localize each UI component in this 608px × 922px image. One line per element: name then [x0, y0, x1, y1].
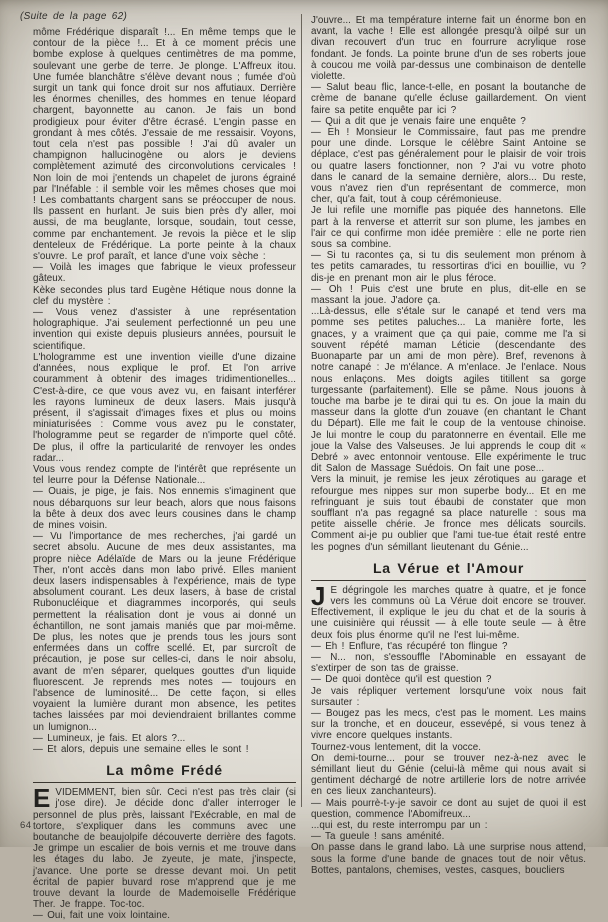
paragraph: — Qui a dit que je venais faire une enquête ? — [311, 115, 526, 127]
paragraph: — Oui, fait une voix lointaine. — [33, 910, 170, 922]
section-heading: La môme Frédé — [33, 762, 296, 783]
page-number: 64 — [20, 820, 32, 831]
drop-cap: J — [311, 580, 326, 611]
paragraph: — Eh ! Enflure, t'as récupéré ton flingue ? — [311, 640, 508, 652]
paragraph: Je lui refile une mornifle pas piquée des hannetons. Elle part à la renverse et atterrit sur son plume, les jambes en l'air ce qui confirme mon idée première : elle ne porte rien sous sa combine. — [311, 205, 586, 251]
paragraph: Tournez-vous lentement, dit la vocce. — [311, 741, 481, 753]
paragraph: — Oh ! Puis c'est une brute en plus, dit-elle en se massant la joue. J'adore ça. — [311, 283, 586, 307]
paragraph: — De quoi dontèce qu'il est question ? — [311, 674, 492, 686]
section-heading: La Vérue et l'Amour — [311, 560, 586, 581]
paragraph: L'hologramme est une invention vieille d'une dizaine d'années, nous explique le prof. Et l'on arrive couramment à obtenir des images tridimentionelles... C'est-à-dire, ce que vous avez vu, en faisant interférer les rayons lumineux de deux lasers. Mais jusqu'à présent, il s'agissait d'images fixes et plus ou moins miniaturisées : Comme vous avez pu le constater, l'hologramme peut se regarder de n'importe quel côté. De plus, il offre la particularité de renvoyer les ondes radar... — [33, 351, 296, 464]
paragraph: On demi-tourne... pour se trouver nez-à-nez avec le sémillant lieut du Génie (celui-là même qui nous avait si gentiment déchargé de notre artillerie lors de notre arrivée en ces lieux zanchanteurs). — [311, 752, 586, 798]
paragraph: — Salut beau flic, lance-t-elle, en posant la boutanche de crème de banane qu'elle écluse gaillardement. On vient faire sa petite enquête par ici ? — [311, 82, 586, 116]
left-column-text — [20, 27, 296, 922]
paragraph: Vous vous rendez compte de l'intérêt que représente un tel leurre pour la Défense Nationale... — [33, 463, 296, 487]
paragraph: ...qui est, du reste interrompu par un : — [311, 820, 488, 832]
paragraph: — Lumineux, je fais. Et alors ?... — [33, 732, 186, 744]
left-column — [20, 10, 296, 922]
paragraph: On passe dans le grand labo. Là une surprise nous attend, sous la forme d'une bande de gnaces tout de noir vêtus. Bottes, pantalons, chemises, vestes, casques, boucliers — [311, 842, 586, 876]
text-block — [20, 10, 586, 922]
paragraph: Kèke secondes plus tard Eugène Hétique nous donne la clef du mystère : — [33, 284, 296, 307]
drop-cap: E — [33, 783, 51, 814]
paragraph: EVIDEMMENT, bien sûr. Ceci n'est pas très clair (si j'ose dire). Je décide donc d'aller interroger le personnel de plus près, laissant l'Exécrable, en mal de tortore, s'expliquer dans les communs avec une boutanche de beaujolpife découverte derrière des fagots. Je grimpe un escalier de bois vernis et me trouve dans les étages du labo. Je zyeute, je mate, j'inspecte, j'avance. Une porte se dresse devant moi. Un petit écrital de papier buvard rose m'apprend que je me trouve devant la lourde de Mademoiselle Frédérique Ther. Je frappe. Toc-toc. — [33, 783, 296, 911]
right-column — [311, 10, 586, 876]
paragraph: — Et alors, depuis une semaine elles le sont ! — [33, 744, 249, 755]
paragraph: — Eh ! Monsieur le Commissaire, faut pas me prendre pour une dinde. Lorsque le célèbre Saint Antoine se déplace, c'est pas généralement pour le plaisir de voir trois ou quatre lasers fonctionner, non ? J'ai vu votre photo dans le canard de la semaine dernière, alors... Du reste, vous n'avez rien d'un représentant de commerce, mon cher, qu'a fait, tout à coup cérémonieuse. — [311, 127, 586, 206]
paragraph: — N... non, s'essouffle l'Abominable en essayant de s'extirper de son tas de graisse. — [311, 651, 586, 675]
paragraph: ...Là-dessus, elle s'étale sur le canapé et tend vers ma pomme ses petites paluches... La manière forte, les gnaces, y a vraiment que ça qui paie, comme me l'a si souvent répété maman Léticie (descendante des Buonaparte par un ami de mon père). Bref, revenons à notre canapé : Je m'élance. A m'enlace. Je l'enlace. Nous nous enlaçons. Mes doigts agiles titillent sa gorge turgessante (parfaitement). Elle se pâme. Nous jouons à touche ma barbe je te dirai qui tu es. On joue la main du masseur dans la glotte d'un zouave (en chantant le Chant du Départ). Elle me fait le coup de la ventouse chinoise. Je lui montre le coup du paratonnerre en éventail. Elle me joue la Valse des Valseuses. Je lui apprends le coup dit « Debré » avec entonnoir ventouse. Elle expérimente le truc dit Salon de Massage Suédois. On fait une pose... — [311, 306, 586, 475]
paragraph: — Ouais, je pige, je fais. Nos ennemis s'imaginent que nous débarquons sur leur beach, alors que nous faisons la bête à deux dos avec leurs cousines dans le champ de mines voisin. — [33, 486, 296, 531]
column-divider-rule — [301, 14, 302, 807]
paragraph: — Vous venez d'assister à une représentation holographique. J'ai seulement perfectionné un peu une invention qui existe depuis plusieurs années, poursuit le scientifique. — [33, 307, 296, 352]
paragraph: — Mais pourrè-t-y-je savoir ce dont au sujet de quoi il est question, commence l'Abomifreux... — [311, 797, 586, 820]
paragraph: môme Frédérique disparaît !... En même temps que le contour de la pièce !... Et à ce moment précis une bombe explose à quelques centimètres de ma pomme, soulevant une gerbe de terre. Je plonge. L'Affreux itou. Une fumée blanchâtre s'élève devant nous ; fumée d'où surgit un tank qui fonce droit sur nos affutiaux. Derrière les énormes chenilles, des hommes en tenue léopard chargent, bayonnette au canon. Je fais un bond prodigieux pour éviter d'être écrasé. L'engin passe en grondant à mes côtés. J'essaie de me ressaisir. Voyons, tout cela n'est pas possible ! J'ai dû avaler un champignon hallucinogène ou alors je deviens complètement azimuté des circonvolutions cervicales ! Non loin de moi j'entends un chapelet de jurons égrainé par l'Inéfable : il semble voir les mêmes choses que moi ! Les combattants chargent sans se préoccuper de nous. Ils passent en hurlant. Je suis bien près d'y aller, moi aussi, de ma beuglante, lorsque, soudain, tout cesse, comme par enchantement. Je revois la pièce et le slip denteleux de Frédérique. La porte peinte à la chaux s'ouvre. Le prof paraît, et lance d'une voix sèche : — [33, 27, 296, 263]
paragraph: — Si tu racontes ça, si tu dis seulement mon prénom à tes petits camarades, tu ressortiras d'ici en bouillie, vu ? dis-je en prenant mon air le plus féroce. — [311, 250, 586, 284]
paragraph: — Ta gueule ! sans aménité. — [311, 831, 445, 843]
paragraph: — Vu l'importance de mes recherches, j'ai gardé un secret absolu. Aucune de mes deux assistantes, ma propre nièce Adélaïde de Mars ou la jeune Frédérique Ther, n'ont accès dans mon labo privé. Elles manient deux lasers indispensables à l'expérience, mais de type absolument courant. Les deux lasers, à base de cristal Rubonucléique et diagrammes incorporés, qui seuls permettent la réalisation dont je vous ai donné un échantillon, ne sont jamais maniés que par moi-même. De plus, les notes que je prends tous les jours sont enfermées dans un coffre scellé. Et, par surcroît de précaution, je pose sur celles-ci, dans le noir absolu, avant de m'en séparer, quelques gouttes d'un liquide fluorescent. Je reprends mes notes — toujours en l'absence de luminosité... De cette façon, si elles voyaient la lumière durant mon absence, les petites taches laissées par moi deviendraient brillantes comme un lumignon... — [33, 531, 296, 733]
paragraph: Vers la minuit, je remise les jeux zérotiques au garage et refourgue mes nippes sur mon superbe body... Et en me refringuant je suis tout ébaubi de constater que mon soufflant n'a pas regagné sa place naturelle : sous ma petite aisselle chérie. Je fronce mes délicats sourcils. Comment ai-je pu oublier que l'ami tue-tue était resté entre les pognes d'un sémillant lieutenant du Génie... — [311, 474, 586, 553]
paragraph: — Voilà les images que fabrique le vieux professeur gâteux. — [33, 262, 296, 285]
paragraph: J'ouvre... Et ma température interne fait un énorme bon en avant, la vache ! Elle est allongée presqu'à oilpé sur un divan recouvert d'un truc en fourrure acrylique rose fondant. Je fonds. La pointe brune d'un de ses roberts joue à coucou me voilà par-dessus une combinaison de dentelle violette. — [311, 15, 586, 83]
paragraph: J E dégringole les marches quatre à quatre, et je fonce vers les communs où La Vérue doit encore se trouver. Effectivement, il explique le jeu du chat et de la souris à une cuisinière qui réussit — à elle toute seule — à être deux fois plus énorme qu'il ne l'est lui-même. — [311, 580, 586, 641]
continuation-note: (Suite de la page 62) — [20, 11, 128, 22]
paragraph: — Bougez pas les mecs, c'est pas le moment. Les mains sur la tronche, et en douceur, essevépé, si vous tenez à vivre encore quelques instants. — [311, 707, 586, 742]
paragraph: Je vais répliquer vertement lorsqu'une voix nous fait sursauter : — [311, 685, 586, 708]
